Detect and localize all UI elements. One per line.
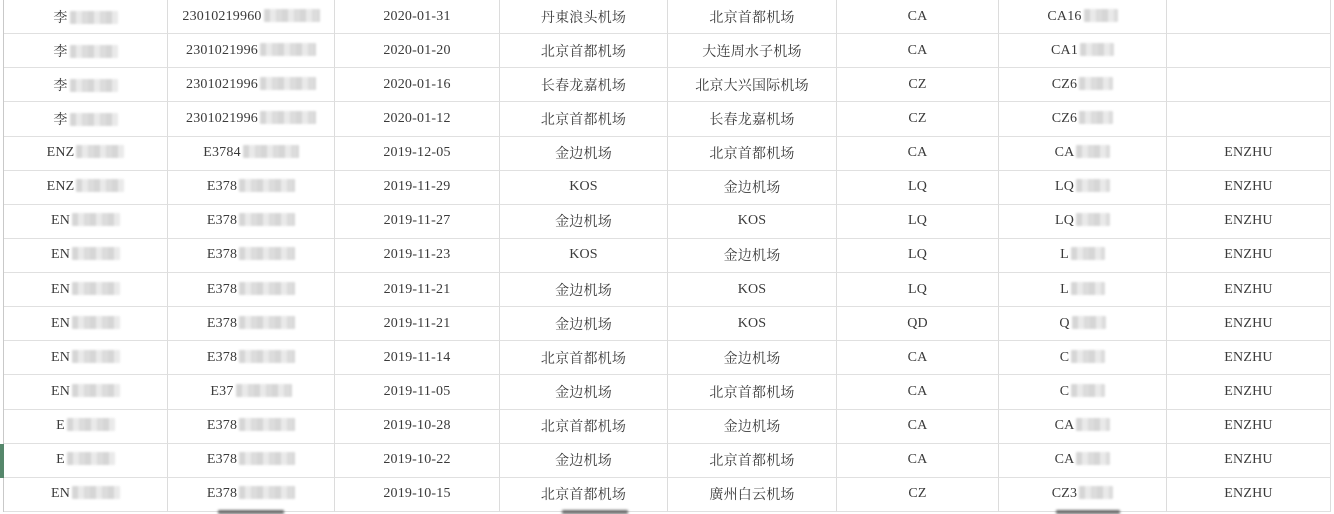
cell-id-number[interactable]: E378 xyxy=(168,478,335,512)
redaction-mosaic xyxy=(1071,247,1105,260)
cell-tag[interactable] xyxy=(1167,0,1331,34)
cell-tag[interactable]: ENZHU xyxy=(1167,375,1331,409)
cell-name[interactable]: 李 xyxy=(4,102,168,136)
cell-tag[interactable]: ENZHU xyxy=(1167,478,1331,512)
redaction-mosaic xyxy=(239,486,295,499)
redaction-mosaic xyxy=(67,452,115,465)
cell-airline-code[interactable]: CA xyxy=(837,375,999,409)
cell-airline-code[interactable]: CA xyxy=(837,34,999,68)
cell-airline-code[interactable]: CA xyxy=(837,0,999,34)
cell-airline-code[interactable]: CZ xyxy=(837,68,999,102)
cell-flight-number[interactable]: LQ xyxy=(999,171,1167,205)
cell-name[interactable]: EN xyxy=(4,478,168,512)
cell-flight-number[interactable]: L xyxy=(999,273,1167,307)
cell-tag[interactable]: ENZHU xyxy=(1167,205,1331,239)
redaction-mosaic xyxy=(260,77,316,90)
cell-date[interactable]: 2019-11-14 xyxy=(335,341,500,375)
cell-airline-code[interactable]: QD xyxy=(837,307,999,341)
cell-departure-airport[interactable]: KOS xyxy=(500,239,668,273)
redaction-mosaic xyxy=(76,179,124,192)
redaction-mosaic xyxy=(1076,179,1110,192)
redaction-mosaic xyxy=(1080,43,1114,56)
cell-departure-airport[interactable]: 金边机场 xyxy=(500,375,668,409)
cell-departure-airport[interactable]: 金边机场 xyxy=(500,444,668,478)
cell-id-number[interactable]: E378 xyxy=(168,273,335,307)
table-row xyxy=(4,239,1334,273)
redaction-mosaic xyxy=(243,145,299,158)
redaction-mosaic xyxy=(264,9,320,22)
cell-airline-code[interactable]: LQ xyxy=(837,273,999,307)
cell-date[interactable]: 2020-01-16 xyxy=(335,68,500,102)
table-row xyxy=(4,273,1334,307)
cell-id-number[interactable]: E378 xyxy=(168,171,335,205)
cell-id-number[interactable]: E37 xyxy=(168,375,335,409)
cell-id-number[interactable]: E378 xyxy=(168,239,335,273)
cell-tag[interactable]: ENZHU xyxy=(1167,171,1331,205)
redaction-mosaic xyxy=(239,247,295,260)
cell-date[interactable]: 2020-01-20 xyxy=(335,34,500,68)
cell-tag[interactable]: ENZHU xyxy=(1167,341,1331,375)
cell-flight-number[interactable]: CA xyxy=(999,444,1167,478)
cell-flight-number[interactable]: CA16 xyxy=(999,0,1167,34)
redaction-mosaic xyxy=(239,452,295,465)
redaction-mosaic xyxy=(239,316,295,329)
cell-name[interactable]: ENZ xyxy=(4,171,168,205)
redaction-mosaic xyxy=(72,247,120,260)
redaction-mosaic xyxy=(1072,316,1106,329)
cell-name[interactable]: 李 xyxy=(4,0,168,34)
cell-tag[interactable] xyxy=(1167,68,1331,102)
cutoff-row-redaction-mosaic xyxy=(1056,510,1120,514)
cell-date[interactable]: 2019-11-21 xyxy=(335,273,500,307)
flight-table-body xyxy=(3,0,1334,512)
cell-name[interactable]: E xyxy=(4,444,168,478)
cell-date[interactable]: 2019-11-27 xyxy=(335,205,500,239)
redaction-mosaic xyxy=(1076,145,1110,158)
cell-departure-airport[interactable]: 丹東浪头机场 xyxy=(500,0,668,34)
cell-flight-number[interactable]: CA1 xyxy=(999,34,1167,68)
redaction-mosaic xyxy=(1071,384,1105,397)
redaction-mosaic xyxy=(1076,452,1110,465)
cell-flight-number[interactable]: CZ6 xyxy=(999,102,1167,136)
cell-id-number[interactable]: 23010219960 xyxy=(168,0,335,34)
table-row xyxy=(4,171,1334,205)
redaction-mosaic xyxy=(1084,9,1118,22)
cell-airline-code[interactable]: LQ xyxy=(837,239,999,273)
cell-arrival-airport[interactable]: 北京首都机场 xyxy=(668,137,837,171)
cell-date[interactable]: 2019-11-05 xyxy=(335,375,500,409)
cell-id-number[interactable]: E378 xyxy=(168,341,335,375)
cell-arrival-airport[interactable]: KOS xyxy=(668,307,837,341)
table-row xyxy=(4,34,1334,68)
redaction-mosaic xyxy=(72,486,120,499)
cell-flight-number[interactable]: LQ xyxy=(999,205,1167,239)
cell-id-number[interactable]: E378 xyxy=(168,307,335,341)
table-row xyxy=(4,444,1334,478)
table-row xyxy=(4,375,1334,409)
table-row xyxy=(4,102,1334,136)
cell-arrival-airport[interactable]: 长春龙嘉机场 xyxy=(668,102,837,136)
redaction-mosaic xyxy=(67,418,115,431)
cell-date[interactable]: 2019-11-29 xyxy=(335,171,500,205)
cell-id-number[interactable]: 2301021996 xyxy=(168,34,335,68)
cell-date[interactable]: 2019-11-23 xyxy=(335,239,500,273)
cell-arrival-airport[interactable]: 金边机场 xyxy=(668,410,837,444)
cell-flight-number[interactable]: C xyxy=(999,341,1167,375)
cell-arrival-airport[interactable]: 北京大兴国际机场 xyxy=(668,68,837,102)
table-row xyxy=(4,410,1334,444)
cell-date[interactable]: 2019-10-22 xyxy=(335,444,500,478)
cell-arrival-airport[interactable]: 金边机场 xyxy=(668,171,837,205)
cell-date[interactable]: 2019-10-28 xyxy=(335,410,500,444)
cell-name[interactable]: 李 xyxy=(4,34,168,68)
cell-departure-airport[interactable]: 北京首都机场 xyxy=(500,341,668,375)
redaction-mosaic xyxy=(239,282,295,295)
cell-airline-code[interactable]: CA xyxy=(837,137,999,171)
cell-arrival-airport[interactable]: 金边机场 xyxy=(668,341,837,375)
redaction-mosaic xyxy=(239,418,295,431)
cutoff-row-redaction-mosaic xyxy=(562,510,628,514)
cell-id-number[interactable]: E378 xyxy=(168,205,335,239)
cell-airline-code[interactable]: CA xyxy=(837,341,999,375)
redaction-mosaic xyxy=(72,282,120,295)
table-row xyxy=(4,0,1334,34)
cell-departure-airport[interactable]: 金边机场 xyxy=(500,307,668,341)
cell-id-number[interactable]: 2301021996 xyxy=(168,68,335,102)
redaction-mosaic xyxy=(260,111,316,124)
cell-flight-number[interactable]: CZ6 xyxy=(999,68,1167,102)
cell-departure-airport[interactable]: 北京首都机场 xyxy=(500,102,668,136)
cell-tag[interactable]: ENZHU xyxy=(1167,410,1331,444)
cell-name[interactable]: E xyxy=(4,410,168,444)
cutoff-row-redaction-mosaic xyxy=(218,510,284,514)
cell-name[interactable]: EN xyxy=(4,273,168,307)
redaction-mosaic xyxy=(1076,213,1110,226)
cell-arrival-airport[interactable]: KOS xyxy=(668,205,837,239)
redaction-mosaic xyxy=(70,45,118,58)
cell-flight-number[interactable]: CA xyxy=(999,137,1167,171)
cell-arrival-airport[interactable]: 北京首都机场 xyxy=(668,0,837,34)
cell-id-number[interactable]: E3784 xyxy=(168,137,335,171)
cell-departure-airport[interactable]: KOS xyxy=(500,171,668,205)
cell-airline-code[interactable]: LQ xyxy=(837,171,999,205)
cell-flight-number[interactable]: C xyxy=(999,375,1167,409)
table-row xyxy=(4,307,1334,341)
redaction-mosaic xyxy=(1079,77,1113,90)
table-row xyxy=(4,478,1334,512)
cell-departure-airport[interactable]: 金边机场 xyxy=(500,137,668,171)
cell-date[interactable]: 2020-01-31 xyxy=(335,0,500,34)
cell-id-number[interactable]: E378 xyxy=(168,410,335,444)
cell-date[interactable]: 2019-11-21 xyxy=(335,307,500,341)
cell-airline-code[interactable]: CA xyxy=(837,410,999,444)
table-row xyxy=(4,341,1334,375)
cell-tag[interactable]: ENZHU xyxy=(1167,239,1331,273)
cell-id-number[interactable]: 2301021996 xyxy=(168,102,335,136)
cell-arrival-airport[interactable]: KOS xyxy=(668,273,837,307)
redaction-mosaic xyxy=(76,145,124,158)
redaction-mosaic xyxy=(70,79,118,92)
cell-flight-number[interactable]: CA xyxy=(999,410,1167,444)
cell-departure-airport[interactable]: 金边机场 xyxy=(500,273,668,307)
cell-name[interactable]: EN xyxy=(4,375,168,409)
cell-flight-number[interactable]: L xyxy=(999,239,1167,273)
cell-name[interactable]: EN xyxy=(4,239,168,273)
redaction-mosaic xyxy=(70,113,118,126)
cell-departure-airport[interactable]: 北京首都机场 xyxy=(500,34,668,68)
cell-tag[interactable] xyxy=(1167,102,1331,136)
redaction-mosaic xyxy=(239,179,295,192)
cell-arrival-airport[interactable]: 大连周水子机场 xyxy=(668,34,837,68)
redaction-mosaic xyxy=(1071,282,1105,295)
redaction-mosaic xyxy=(70,11,118,24)
cell-id-number[interactable]: E378 xyxy=(168,444,335,478)
cell-date[interactable]: 2019-12-05 xyxy=(335,137,500,171)
redaction-mosaic xyxy=(239,213,295,226)
cell-departure-airport[interactable]: 长春龙嘉机场 xyxy=(500,68,668,102)
redaction-mosaic xyxy=(72,384,120,397)
cell-date[interactable]: 2019-10-15 xyxy=(335,478,500,512)
cell-name[interactable]: EN xyxy=(4,307,168,341)
cell-departure-airport[interactable]: 北京首都机场 xyxy=(500,478,668,512)
cell-tag[interactable]: ENZHU xyxy=(1167,444,1331,478)
redaction-mosaic xyxy=(1079,486,1113,499)
table-row xyxy=(4,205,1334,239)
cell-arrival-airport[interactable]: 廣州白云机场 xyxy=(668,478,837,512)
cell-tag[interactable] xyxy=(1167,34,1331,68)
cell-tag[interactable]: ENZHU xyxy=(1167,307,1331,341)
cell-date[interactable]: 2020-01-12 xyxy=(335,102,500,136)
cell-airline-code[interactable]: LQ xyxy=(837,205,999,239)
cell-airline-code[interactable]: CZ xyxy=(837,102,999,136)
cell-departure-airport[interactable]: 金边机场 xyxy=(500,205,668,239)
cell-airline-code[interactable]: CA xyxy=(837,444,999,478)
redaction-mosaic xyxy=(1079,111,1113,124)
cell-name[interactable]: 李 xyxy=(4,68,168,102)
redaction-mosaic xyxy=(236,384,292,397)
cell-departure-airport[interactable]: 北京首都机场 xyxy=(500,410,668,444)
redaction-mosaic xyxy=(239,350,295,363)
cell-name[interactable]: EN xyxy=(4,341,168,375)
cell-arrival-airport[interactable]: 北京首都机场 xyxy=(668,375,837,409)
redaction-mosaic xyxy=(72,213,120,226)
redaction-mosaic xyxy=(72,350,120,363)
cell-arrival-airport[interactable]: 北京首都机场 xyxy=(668,444,837,478)
table-row xyxy=(4,137,1334,171)
cell-tag[interactable]: ENZHU xyxy=(1167,137,1331,171)
cell-name[interactable]: ENZ xyxy=(4,137,168,171)
row-selection-marker xyxy=(0,444,4,478)
cell-airline-code[interactable]: CZ xyxy=(837,478,999,512)
cell-flight-number[interactable]: CZ3 xyxy=(999,478,1167,512)
redaction-mosaic xyxy=(72,316,120,329)
redaction-mosaic xyxy=(1076,418,1110,431)
cell-tag[interactable]: ENZHU xyxy=(1167,273,1331,307)
cell-name[interactable]: EN xyxy=(4,205,168,239)
redaction-mosaic xyxy=(1071,350,1105,363)
table-row xyxy=(4,68,1334,102)
cell-arrival-airport[interactable]: 金边机场 xyxy=(668,239,837,273)
cell-flight-number[interactable]: Q xyxy=(999,307,1167,341)
redaction-mosaic xyxy=(260,43,316,56)
